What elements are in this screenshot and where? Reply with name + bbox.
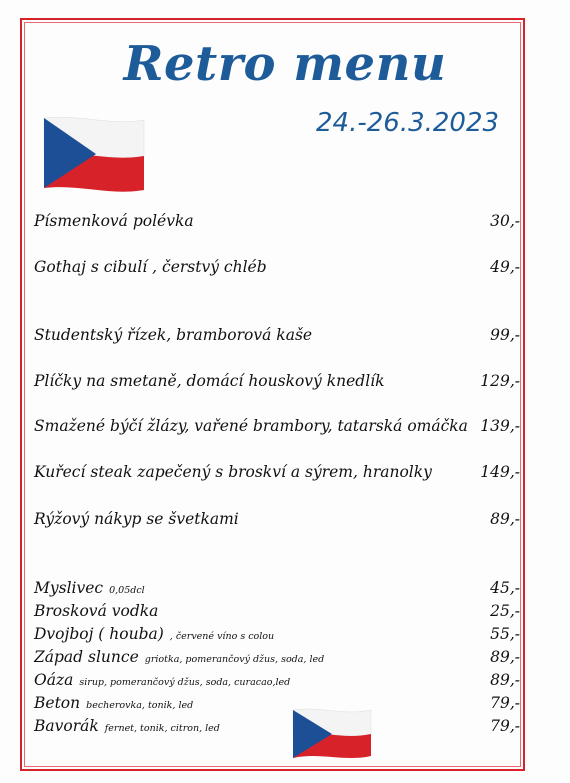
list-item: [34, 716, 520, 735]
drink-detail: 0,05dcl: [109, 585, 145, 596]
drink-price: 45,-: [490, 579, 520, 597]
list-item: [34, 601, 520, 620]
item-price: 149,-: [480, 463, 520, 481]
item-price: 89,-: [490, 510, 520, 528]
drink-price: 79,-: [490, 694, 520, 712]
list-item: [34, 647, 520, 666]
drink-name: Brosková vodka: [34, 602, 159, 620]
menu-date: 24.-26.3.2023: [316, 108, 500, 138]
drink-price: 25,-: [490, 602, 520, 620]
list-item: [34, 212, 520, 230]
item-name: Smažené býčí žlázy, vařené brambory, tatarská omáčka: [34, 417, 468, 435]
item-price: 139,-: [480, 417, 520, 435]
czech-flag-icon: [40, 112, 148, 196]
item-price: 129,-: [480, 372, 520, 390]
item-name: Gothaj s cibulí , čerstvý chléb: [34, 258, 267, 276]
item-name: Studentský řízek, bramborová kaše: [34, 326, 313, 344]
drink-name: Oáza: [34, 671, 74, 689]
drink-detail: , červené víno s colou: [169, 631, 275, 642]
item-name: Kuřecí steak zapečený s broskví a sýrem, hranolky: [34, 463, 432, 481]
item-name: Rýžový nákyp se švetkami: [34, 510, 239, 528]
list-item: [34, 624, 520, 643]
drink-name: Bavorák: [34, 717, 99, 735]
drink-detail: griotka, pomerančový džus, soda, led: [144, 654, 325, 665]
item-name: Plíčky na smetaně, domácí houskový knedlík: [34, 372, 385, 390]
list-item: [34, 510, 520, 528]
menu-title: Retro menu: [123, 36, 447, 92]
list-item: [34, 463, 520, 481]
item-price: 30,-: [490, 212, 520, 230]
czech-flag-icon: [290, 704, 374, 762]
drink-price: 89,-: [490, 648, 520, 666]
drink-price: 79,-: [490, 717, 520, 735]
item-price: 49,-: [490, 258, 520, 276]
drink-detail: becherovka, tonik, led: [86, 700, 194, 711]
drink-price: 89,-: [490, 671, 520, 689]
list-item: [34, 372, 520, 390]
drink-name: Myslivec: [34, 579, 104, 597]
list-item: [34, 326, 520, 344]
drink-name: Beton: [34, 694, 81, 712]
item-name: Písmenková polévka: [34, 212, 194, 230]
drink-detail: fernet, tonik, citron, led: [104, 723, 220, 734]
list-item: [34, 258, 520, 276]
list-item: [34, 417, 520, 435]
list-item: [34, 693, 520, 712]
drink-detail: sirup, pomerančový džus, soda, curacao,led: [79, 677, 291, 688]
drink-name: Západ slunce: [34, 648, 139, 666]
list-item: [34, 578, 520, 597]
item-price: 99,-: [490, 326, 520, 344]
drink-name: Dvojboj ( houba): [34, 625, 164, 643]
drink-price: 55,-: [490, 625, 520, 643]
list-item: [34, 670, 520, 689]
